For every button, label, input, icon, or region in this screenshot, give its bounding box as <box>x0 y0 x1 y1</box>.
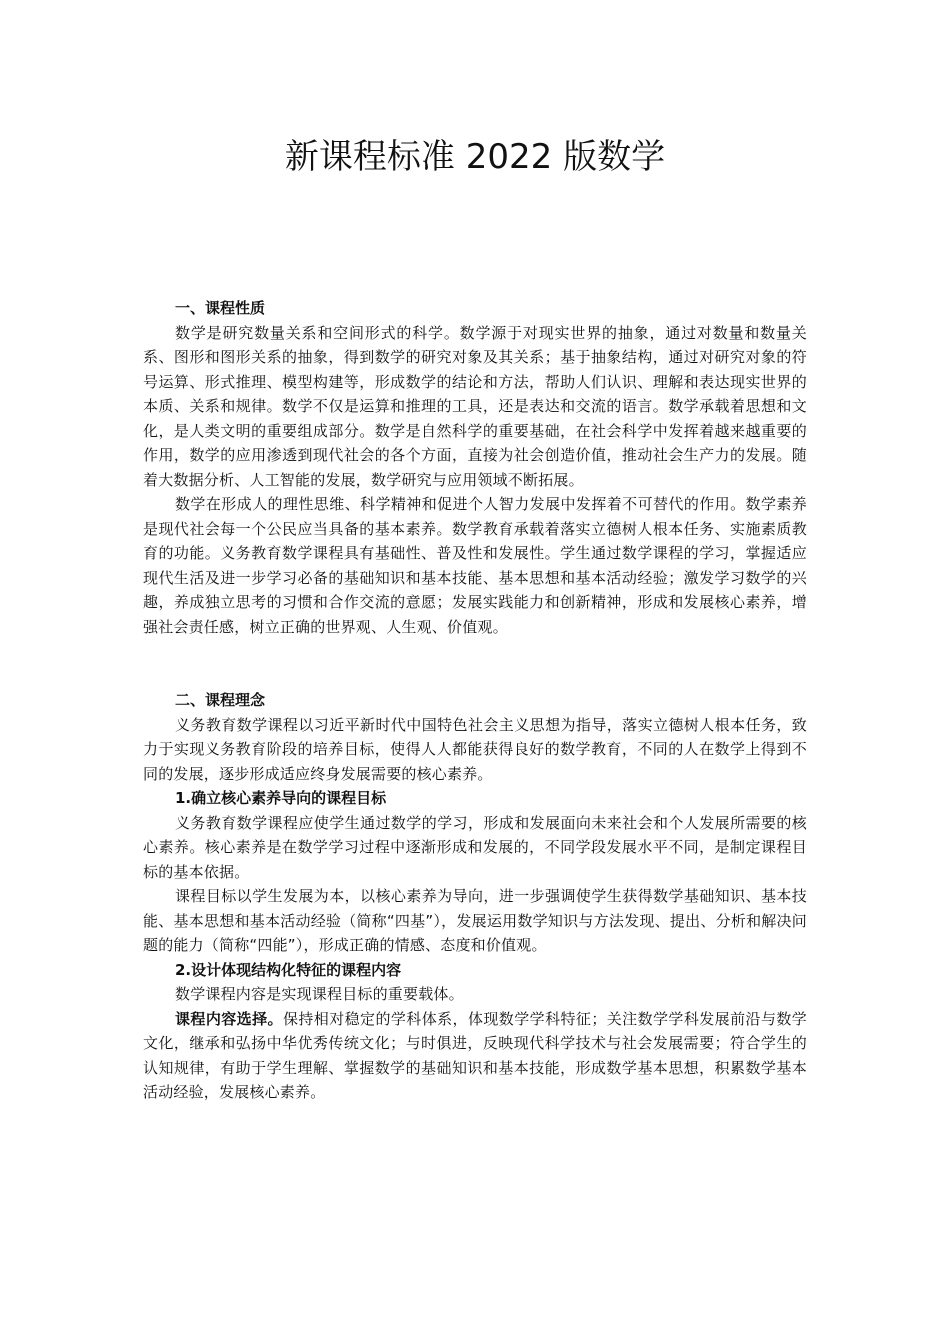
paragraph: 数学课程内容是实现课程目标的重要载体。 <box>175 985 464 1003</box>
section-spacer <box>143 639 807 688</box>
section-heading-course-nature: 一、课程性质 <box>175 299 266 317</box>
paragraph-lead: 课程内容选择。 <box>175 1009 283 1028</box>
document-title: 新课程标准 2022 版数学 <box>284 137 666 177</box>
paragraph: 义务教育数学课程应使学生通过数学的学习，形成和发展面向未来社会和个人发展所需要的核心素养。核心素养是在数学学习过程中逐渐形成和发展的，不同学段发展水平不同，是制定课程目标的基本依据。 <box>143 813 807 881</box>
paragraph-content-selection <box>143 1007 807 1105</box>
paragraph: 数学是研究数量关系和空间形式的科学。数学源于对现实世界的抽象，通过对数量和数量关系、图形和图形关系的抽象，得到数学的研究对象及其关系；基于抽象结构，通过对研究对象的符号运算、形式推理、模型构建等，形成数学的结论和方法，帮助人们认识、理解和表达现实世界的本质、关系和规律。数学不仅是运算和推理的工具，还是表达和交流的语言。数学承载着思想和文化，是人类文明的重要组成部分。数学是自然科学的重要基础，在社会科学中发挥着越来越重要的作用，数学的应用渗透到现代社会的各个方面，直接为社会创造价值，推动社会生产力的发展。随着大数据分析、人工智能的发展，数学研究与应用领域不断拓展。 <box>143 323 807 489</box>
document-body <box>143 296 807 1105</box>
paragraph: 数学在形成人的理性思维、科学精神和促进个人智力发展中发挥着不可替代的作用。数学素养是现代社会每一个公民应当具备的基本素养。数学教育承载着落实立德树人根本任务、实施素质教育的功能。义务教育数学课程具有基础性、普及性和发展性。学生通过数学课程的学习，掌握适应现代生活及进一步学习必备的基础知识和基本技能、基本思想和基本活动经验；激发学习数学的兴趣，养成独立思考的习惯和合作交流的意愿；发展实践能力和创新精神，形成和发展核心素养，增强社会责任感，树立正确的世界观、人生观、价值观。 <box>143 495 807 636</box>
subsection-heading-structured-content: 2.设计体现结构化特征的课程内容 <box>175 960 402 979</box>
section-heading-course-philosophy: 二、课程理念 <box>175 691 266 709</box>
paragraph-text: 保持相对稳定的学科体系，体现数学学科特征；关注数学学科发展前沿与数学文化，继承和弘扬中华优秀传统文化；与时俱进，反映现代科学技术与社会发展需要；符合学生的认知规律，有助于学生理解、掌握数学的基础知识和基本技能，形成数学基本思想，积累数学基本活动经验，发展核心素养。 <box>143 1009 807 1101</box>
subsection-heading-core-literacy-goals: 1.确立核心素养导向的课程目标 <box>175 789 387 807</box>
paragraph: 义务教育数学课程以习近平新时代中国特色社会主义思想为指导，落实立德树人根本任务，致力于实现义务教育阶段的培养目标，使得人人都能获得良好的数学教育，不同的人在数学上得到不同的发展，逐步形成适应终身发展需要的核心素养。 <box>143 715 807 783</box>
paragraph: 课程目标以学生发展为本，以核心素养为导向，进一步强调使学生获得数学基础知识、基本技能、基本思想和基本活动经验（简称“四基”），发展运用数学知识与方法发现、提出、分析和解决问题的能力（简称“四能”），形成正确的情感、态度和价值观。 <box>143 887 807 954</box>
